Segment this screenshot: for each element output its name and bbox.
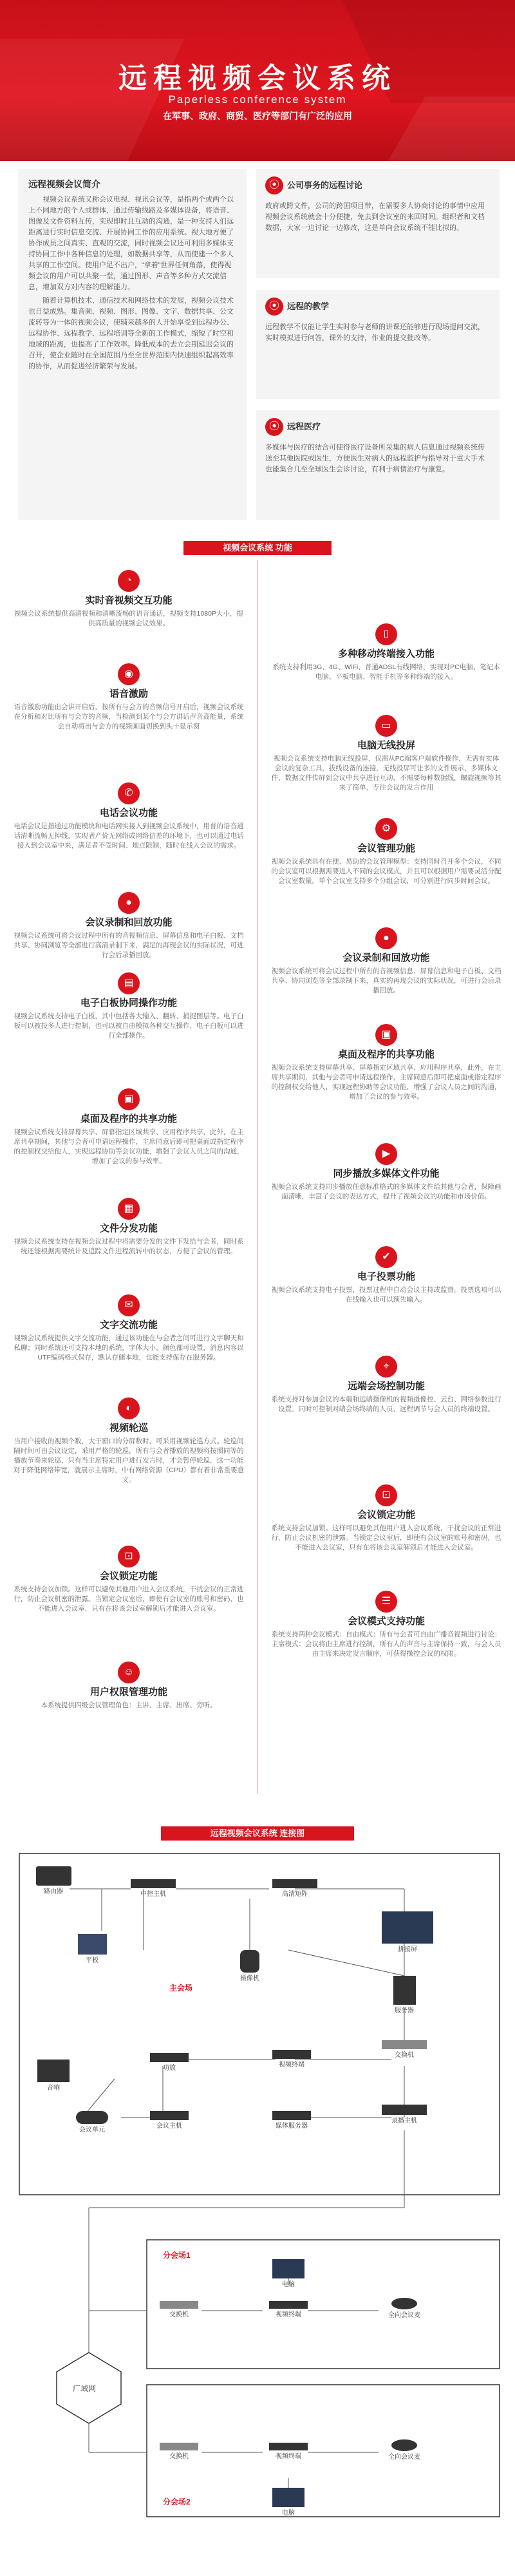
device-label: 拼接屏 <box>398 1946 417 1953</box>
feature-text: 电话会议是指通过功能模块和电话网实接入到视频会议系统中，用普的语音通话清晰流畅无掉线，实现者产价无网络或网络信差的环境下，也可以通过电话接入到会议室中来，满足者不受时间、地点限制，随时在线入会议的需求。 <box>14 822 244 849</box>
feature-title: 会议录制和回放功能 <box>85 917 173 928</box>
tablet-device <box>73 1934 111 1964</box>
feature-title: 会议锁定功能 <box>357 1510 415 1520</box>
splice-screen-icon <box>382 1911 433 1944</box>
amplifier-icon <box>150 2053 189 2062</box>
feature-title: 电子投票功能 <box>357 1271 415 1282</box>
device-label: 全向会议麦 <box>388 2454 420 2461</box>
tv-icon <box>272 2259 304 2278</box>
device-label: 电脑 <box>282 2510 295 2517</box>
feature-item <box>270 715 502 793</box>
desktop-share-icon: ▣ <box>375 1024 397 1046</box>
connection-diagram <box>18 1847 501 2543</box>
feature-text: 视频会议系统支持屏幕共享、屏幕指定区域共享、应用程序共享，此外，在主席共享期间，其他与会者可申请远程操作，主席同意后即可把桌面或指定程序的控制权交给他人，实现远程协助等会议功能，增强了会议人员之间的沟通，增加了会议的参与效率。 <box>14 1128 244 1165</box>
matrix-device <box>269 1879 321 1898</box>
feature-title: 会议管理功能 <box>357 843 415 854</box>
desktop-share-icon: ▣ <box>118 1088 140 1110</box>
device-label: 全向会议麦 <box>388 2312 420 2319</box>
terminal-icon <box>269 2443 308 2450</box>
feature-text: 视频会议系统支持在视频会议过程中将需要分发的文件下发给与会者，同时系统还能根据需要统计及追踪文件进程流转中的状态，方便了会议的管理。 <box>14 1238 244 1255</box>
switch-icon <box>382 2040 427 2049</box>
topic-text: 政府或跨文件，公司的跨国项目带，在需要多人协商讨论的事情中应用视频会议系统就会十分便捷，免去到会议室的来回时间。组织者和文档数据，大家一边讨论一边修改，这是单向会议系统不能比拟的。 <box>265 202 485 232</box>
device-label: 会议单元 <box>79 2126 105 2134</box>
lock-icon: ⊡ <box>118 1546 140 1567</box>
device-label: 交换机 <box>169 2311 189 2318</box>
feature-title: 实时音视频交互功能 <box>85 595 173 606</box>
controller-icon <box>131 1879 176 1888</box>
branch2-label: 分会场2 <box>163 2497 191 2506</box>
camera-icon <box>240 1950 259 1973</box>
feature-title: 远端会场控制功能 <box>347 1381 425 1392</box>
tablet-icon <box>78 1934 107 1955</box>
chart-icon: ◔ <box>118 570 140 592</box>
branch1-terminal <box>266 2301 311 2318</box>
feature-item <box>13 1198 245 1256</box>
feature-text: 视频会议系统具有在便、易助的会议管理模型：支持同时召开多个会议，不同的会议室可以根据需要进入不同的会议模式，并且可以根据用户需要灵活分配会议室数量。单个会议室支持多个分组会议，可分别进行同步时间会议。 <box>271 858 501 885</box>
feature-text: 系统支持会议加锁。这样可以避免其他用户进入会议系统，干扰会议的正常进行，防止会议机密的泄露。当锁定会议室后，即使有会议室的账号和密码，也不能进入会议室，只有在将该会议室解锁后才能进入会议室。 <box>271 1524 501 1551</box>
feature-item <box>13 1546 245 1614</box>
manage-icon: ⚙ <box>375 818 397 840</box>
topic-icon: ⦿ <box>265 418 283 436</box>
voice-icon: ◉ <box>118 663 140 685</box>
media-icon: ▶ <box>375 1143 397 1165</box>
topic-card <box>256 290 500 399</box>
record-icon: ● <box>118 892 140 914</box>
matrix-icon <box>272 1879 317 1888</box>
feature-title: 语音激励 <box>109 688 148 699</box>
switch-device <box>379 2040 430 2059</box>
switch-icon <box>160 2301 198 2309</box>
feature-title: 桌面及程序的共享功能 <box>337 1049 435 1060</box>
intro-heading: 远程视频会议简介 <box>28 179 100 189</box>
feature-item <box>13 1397 245 1485</box>
amp-device <box>147 2053 192 2072</box>
recorder-device <box>379 2105 430 2125</box>
device-label: 交换机 <box>169 2453 189 2460</box>
branch1-mic <box>379 2298 430 2319</box>
feature-item <box>13 1294 245 1363</box>
branch1-tv <box>269 2259 308 2288</box>
feature-text: 视频会议系统支持屏幕共享、屏幕指定区域共享、应用程序共享，此外，在主席共享期间，其他与会者可申请远程操作，主席同意后即可把桌面或指定程序的控制权交给他人，实现远程协助等会议功能，增强了会议人员之间的沟通，增加了会议的参与效率。 <box>271 1064 501 1101</box>
host-device <box>147 2111 192 2130</box>
feature-text: 本系统提供四级会议管理角色：主讲、主席、出席、旁听。 <box>41 1701 217 1709</box>
feature-text: 语音激励功能由会讲开启后，按所有与会方的音频信号开启后，视频会议系统在分析和对比所有与会方的音频，当检测到某个与会方讲话声音高能量，系统会自动将出与会方的视频画面切换到头十显示窗 <box>14 703 244 730</box>
feature-item <box>13 570 245 629</box>
device-label: 平板 <box>86 1957 98 1964</box>
device-label: 视频终端 <box>279 2061 304 2069</box>
device-label: 摄像机 <box>240 1975 259 1982</box>
topic-title: 远程的教学 <box>287 301 330 311</box>
feature-title: 会议录制和回放功能 <box>342 952 430 963</box>
chat-icon: ✉ <box>118 1294 140 1316</box>
feature-text: 当用户接收的视频个数，大于窗口的分屏数时，可采用视频轮巡方式。轮巡间隔时间可由会议设定，采用严格的轮巡，所有与会者播放的视频将按照同等的播放节奏来轮巡，只有当主席特定用户进行发言时，才会暂停轮巡，这一功能对于降低网络带宽，就展示主席时，中有网络资源（CPU）都有着非常重要意义。 <box>13 1437 245 1484</box>
record-icon: ● <box>375 927 397 949</box>
feature-title: 多种移动终端接入功能 <box>337 649 435 659</box>
device-label: 媒体服务器 <box>276 2123 308 2130</box>
page-title: 远程视频会议系统 <box>118 62 397 94</box>
server-device <box>385 1976 424 2014</box>
device-label: 交换机 <box>395 2052 414 2059</box>
feature-text: 系统支持对参加会议的本端和远端摄像机的视频摄像控、云台、网络参数进行设置。同时可控制对端会场终端的人员、远程调节与会人员的终端设置。 <box>271 1396 501 1413</box>
whiteboard-icon: ▤ <box>118 972 140 994</box>
feature-text: 系统支持会议加锁。这样可以避免其他用户进入会议系统，干扰会议的正常进行，防止会议机密的泄露。当锁定会议室后，即使有会议室的账号和密码，也不能进入会议室，只有在将该会议室解锁后才能进入会议室。 <box>14 1586 244 1613</box>
header-banner <box>0 0 515 161</box>
device-label: 路由器 <box>44 1888 63 1895</box>
feature-text: 视频会议系统提供文字交流功能，通过该功能在与会者之间可进行文字聊天和私聊；同时系统还可支持本地的系统，字体大小、颜色都可设置，消息内容以UTF编码格式保存，默认存储本地，也能支持保存在服务器。 <box>14 1334 244 1361</box>
feature-item <box>13 1088 245 1166</box>
feature-text: 视频会议系统提供高清视频和清晰流畅的语音通话，视频支持1080P大小，提供高质量的视频会议效果。 <box>14 610 243 627</box>
feature-item <box>13 1662 245 1710</box>
terminal-icon <box>272 2050 311 2059</box>
feature-item <box>270 1143 502 1202</box>
feature-title: 桌面及程序的共享功能 <box>80 1113 177 1124</box>
device-label: 录播主机 <box>391 2117 417 2125</box>
topic-icon: ⦿ <box>265 298 283 316</box>
feature-title: 电话会议功能 <box>99 808 158 819</box>
video-icon: ◐ <box>118 1397 140 1419</box>
feature-text: 视频会议系统支持电子投票，投票过程中自动会议主持或监督。投票选项可以在线输入也可以预先输入。 <box>271 1286 501 1303</box>
omni-mic-icon <box>391 2298 417 2309</box>
topic-text: 多媒体与医疗的结合可使得医疗设备所采集的病人信息通过视频系统传送至其他医院或医生，方便医生对病人的远程监护与指导对于重大手术也能集合几至全球医生会诊讨论，有利于病情治疗与康复。 <box>265 444 485 473</box>
tv-icon <box>272 2488 304 2507</box>
feature-item <box>270 623 502 682</box>
feature-text: 系统支持两种会议模式：自由模式：所有与会者可自由广播音视频进行讨论；主席模式：会议将由主席进行控制，所有人的声音与主席保持一致，与会人员由主席来决定发言顺序，可获得操控会议的权限。 <box>271 1631 501 1658</box>
router-device <box>31 1866 76 1895</box>
feature-text: 视频会议系统可将会议过程中所有的音视频信息、屏幕信息和电子白板、文档共享、协同浏览等全部录制下来，真实的再现会议的实际状况，可进行会后录播回放。 <box>271 967 501 994</box>
lock-icon: ⊡ <box>375 1484 397 1506</box>
wan-label: 广域网 <box>73 2384 97 2393</box>
intro-paragraph: 视频会议系统又称会议电视、视讯会议等，是指两个或两个以上不同地方的个人或群体，通过传输线路及多媒体设备，将语音、图像及文件资料互传，实现即时且互动的沟通，是一种支持人们远距离进行实时信息交流、开展协同工作的应用系统。视大地方便了协作成员之间真实、直观的交流，同时视频会议还可利用多媒体支持协同工作中各种信息的处理，如数据共享等，从而使建一个多人共享的工作空间。使用户足不出户，“拿着”世界任何角落，使得视频会议的用户可以共聚一堂，通过图形、声音等多种方式交流信息，增加双方对内容的理解能力。 <box>28 196 234 291</box>
feature-title: 同步播放多媒体文件功能 <box>333 1168 440 1179</box>
feature-item <box>270 1591 502 1659</box>
mic-unit-device <box>70 2111 115 2134</box>
branch2-tv <box>269 2488 308 2517</box>
mode-icon: ☰ <box>375 1591 397 1613</box>
screen-icon: ▭ <box>375 715 397 737</box>
intro-panel <box>18 169 247 520</box>
diagram-banner: 远程视频会议系统 连接图 <box>161 1826 354 1841</box>
terminal-device <box>269 2050 314 2069</box>
feature-item <box>13 782 245 851</box>
server-icon <box>393 1976 416 2005</box>
page-subtitle-cn: 在军事、政府、商贸、医疗等部门有广泛的应用 <box>163 111 352 121</box>
splice-device <box>379 1911 436 1953</box>
feature-title: 文字交流功能 <box>99 1320 158 1331</box>
feature-title: 电脑无线投屏 <box>357 740 415 751</box>
header-decoration <box>373 97 515 161</box>
branch2-mic <box>379 2439 430 2461</box>
topic-card <box>256 169 500 278</box>
topic-card <box>256 410 500 520</box>
feature-item <box>270 818 502 886</box>
feature-title: 电子白板协同操作功能 <box>80 998 177 1009</box>
feature-item <box>13 972 245 1041</box>
feature-title: 视频轮巡 <box>109 1423 148 1434</box>
terminal-icon <box>269 2301 308 2309</box>
omni-mic-icon <box>391 2439 417 2451</box>
feature-text: 视频会议系统支持同步播放任意标准格式的多媒体文件给其他与会者，保障画面清晰，丰富了会议的表达方式，提升了视频会议的功能和市场价值。 <box>271 1183 501 1200</box>
topic-text: 远程教学不仅能让学生实时参与老师的讲课还能够进行现场提问交流，实时模拟进行问答，课外的支持，作业的提交批改等。 <box>265 323 485 342</box>
device-label: 会议主机 <box>156 2123 182 2130</box>
feature-item <box>270 927 502 996</box>
device-label: 电脑 <box>282 2281 295 2288</box>
feature-item <box>270 1246 502 1305</box>
device-label: 服务器 <box>395 2007 414 2014</box>
branch1-label: 分会场1 <box>163 2251 191 2260</box>
page-subtitle-en: Paperless conference system <box>168 93 347 106</box>
device-label: 视频终端 <box>276 2453 301 2460</box>
remote-control-icon: ⌖ <box>375 1356 397 1378</box>
feature-title: 会议模式支持功能 <box>347 1616 425 1627</box>
feature-text: 系统支持利用3G、4G、WiFi、普通ADSL有线网络，实现对PC电脑、笔记本电脑、平板电脑、智能手机等多种终端的接入。 <box>272 663 500 681</box>
feature-item <box>270 1024 502 1102</box>
device-label: 高清矩阵 <box>282 1891 308 1898</box>
branch1-switch <box>156 2301 201 2318</box>
file-icon: ▦ <box>118 1198 140 1220</box>
recorder-icon <box>382 2105 427 2115</box>
camera-device <box>230 1950 269 1982</box>
feature-text: 视频会议系统支持电子白板，其中包括各大输入、翻转、捕捉图层等。电子白板可以被投多人进行控制，也可以被自由模拟各种交互操作，电子白板可以进行全部操作。 <box>14 1012 244 1039</box>
feature-item <box>270 1484 502 1553</box>
branch2-switch <box>156 2443 201 2460</box>
feature-text: 视频会议系统支持电脑无线投屏，仅需从PC端客户端软件操作，无需有实体会议的复杂工具，拔线设备的连接，无线投屏可让多的文件展示、多媒体文件、数据文件传屏到会议中共享进行互动，不需要每种数据线，螺旋视频等其来了简单，专往会议的发言作用 <box>271 755 501 791</box>
timeline-divider <box>257 560 258 1794</box>
speaker-icon <box>37 2060 70 2082</box>
user-icon: ☺ <box>118 1662 140 1683</box>
microphone-icon <box>76 2111 108 2124</box>
media-server-icon <box>272 2111 311 2120</box>
device-label: 音响 <box>47 2085 60 2092</box>
central-device <box>127 1879 179 1898</box>
device-label: 中控主机 <box>140 1891 166 1898</box>
mobile-icon: ▯ <box>375 623 397 645</box>
intro-paragraph: 随着计算机技术、通信技术和网络技术的发展，视频会议技术也日益成熟。集音频、视频、图形、图像、文字、数据共享、公文流转等为一体的视频会议，使辅来越多的人开始享受到远程办公、远程协作、远程教学、远程培训等全新的工作模式，缩短了时空和地域的距离，也提高了工作效率。降低成本的去立会期延迟会议的召开，使企业随时在全国范围乃至全世界范围内快速组织起高效率的协作，从而促进经济繁荣与发展。 <box>28 297 234 370</box>
main-site-label: 主会场 <box>169 1984 193 1993</box>
device-label: 视频终端 <box>276 2311 301 2318</box>
features-banner: 视频会议系统 功能 <box>183 541 332 555</box>
phone-icon: ✆ <box>118 782 140 804</box>
switch-icon <box>160 2443 198 2450</box>
feature-text: 视频会议系统可将会议过程中所有的音视频信息、屏幕信息和电子白板、文档共享、协同浏览等全部进行高清录制下来，满足的再现会议的实际状况，可进行会后录播回放。 <box>14 932 244 959</box>
device-label: 功放 <box>163 2065 176 2072</box>
feature-title: 文件分发功能 <box>99 1223 158 1234</box>
topic-icon: ⦿ <box>265 176 283 194</box>
feature-item <box>13 663 245 732</box>
feature-title: 会议锁定功能 <box>99 1571 158 1582</box>
media-server-device <box>269 2111 314 2130</box>
vote-icon: ✔ <box>375 1246 397 1268</box>
feature-item <box>270 1356 502 1414</box>
host-icon <box>150 2111 189 2120</box>
feature-title: 用户权限管理功能 <box>89 1687 167 1698</box>
topic-title: 远程医疗 <box>287 422 321 431</box>
branch2-terminal <box>266 2443 311 2460</box>
feature-item <box>13 892 245 960</box>
topic-title: 公司事务的远程讨论 <box>287 180 363 190</box>
router-icon <box>36 1866 71 1886</box>
speaker-device <box>31 2060 76 2092</box>
